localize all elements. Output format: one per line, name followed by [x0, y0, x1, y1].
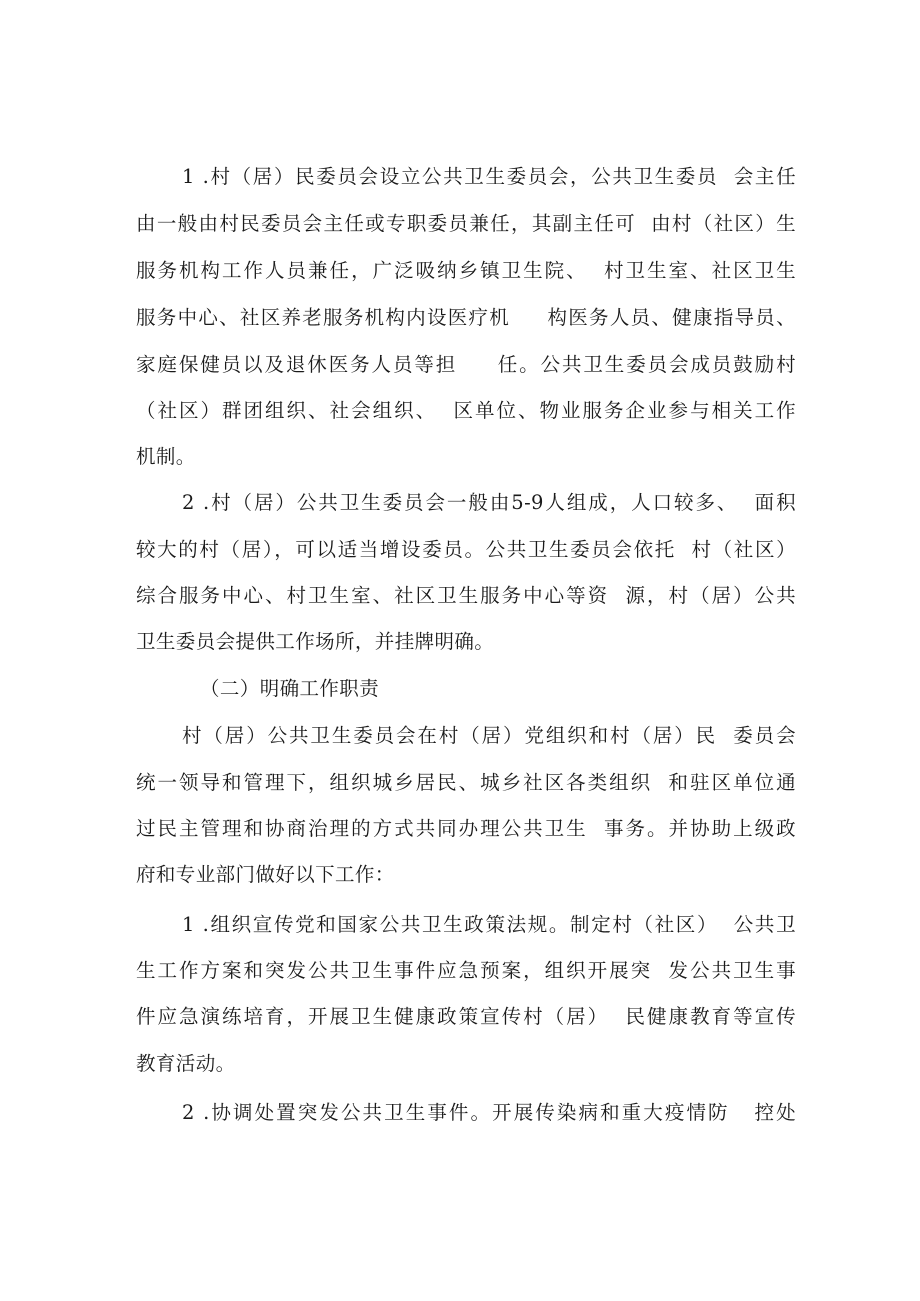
- paragraph-1-line-5: 家庭保健员以及退休医务人员等担 任。公共卫生委员会成员鼓励村: [136, 353, 796, 376]
- paragraph-1-line-7: 机制。: [136, 445, 196, 468]
- paragraph-1-line-4: 服务中心、社区养老服务机构内设医疗机 构医务人员、健康指导员、: [136, 306, 796, 329]
- paragraph-4-line-4: 教育活动。: [136, 1052, 236, 1075]
- paragraph-4-line-3: 件应急演练培育，开展卫生健康政策宣传村（居） 民健康教育等宣传: [136, 1005, 796, 1028]
- paragraph-1-line-3: 服务机构工作人员兼任，广泛吸纳乡镇卫生院、 村卫生室、社区卫生: [136, 259, 796, 282]
- paragraph-2-line-4: 卫生委员会提供工作场所，并挂牌明确。: [136, 630, 495, 653]
- paragraph-5-line-1: 2 .协调处置突发公共卫生事件。开展传染病和重大疫情防 控处: [182, 1101, 796, 1124]
- paragraph-1-line-6: （社区）群团组织、社会组织、 区单位、物业服务企业参与相关工作: [136, 399, 796, 422]
- paragraph-1-line-2: 由一般由村民委员会主任或专职委员兼任，其副主任可 由村（社区）生: [136, 212, 796, 235]
- paragraph-3-line-2: 统一领导和管理下，组织城乡居民、城乡社区各类组织 和驻区单位通: [136, 771, 796, 794]
- paragraph-3-line-1: 村（居）公共卫生委员会在村（居）党组织和村（居）民 委员会: [182, 724, 796, 747]
- paragraph-4-line-1: 1 .组织宣传党和国家公共卫生政策法规。制定村（社区） 公共卫: [182, 913, 796, 936]
- section-heading: （二）明确工作职责: [200, 677, 380, 700]
- paragraph-2-line-1: 2 .村（居）公共卫生委员会一般由5-9人组成，人口较多、 面积: [182, 491, 796, 514]
- paragraph-3-line-4: 府和专业部门做好以下工作：: [136, 863, 395, 886]
- paragraph-4-line-2: 生工作方案和突发公共卫生事件应急预案，组织开展突 发公共卫生事: [136, 959, 796, 982]
- paragraph-3-line-3: 过民主管理和协商治理的方式共同办理公共卫生 事务。并协助上级政: [136, 817, 796, 840]
- paragraph-2-line-2: 较大的村（居），可以适当增设委员。公共卫生委员会依托 村（社区）: [136, 538, 796, 561]
- paragraph-2-line-3: 综合服务中心、村卫生室、社区卫生服务中心等资 源，村（居）公共: [136, 584, 796, 607]
- paragraph-1-line-1: 1 .村（居）民委员会设立公共卫生委员会，公共卫生委员 会主任: [182, 165, 796, 188]
